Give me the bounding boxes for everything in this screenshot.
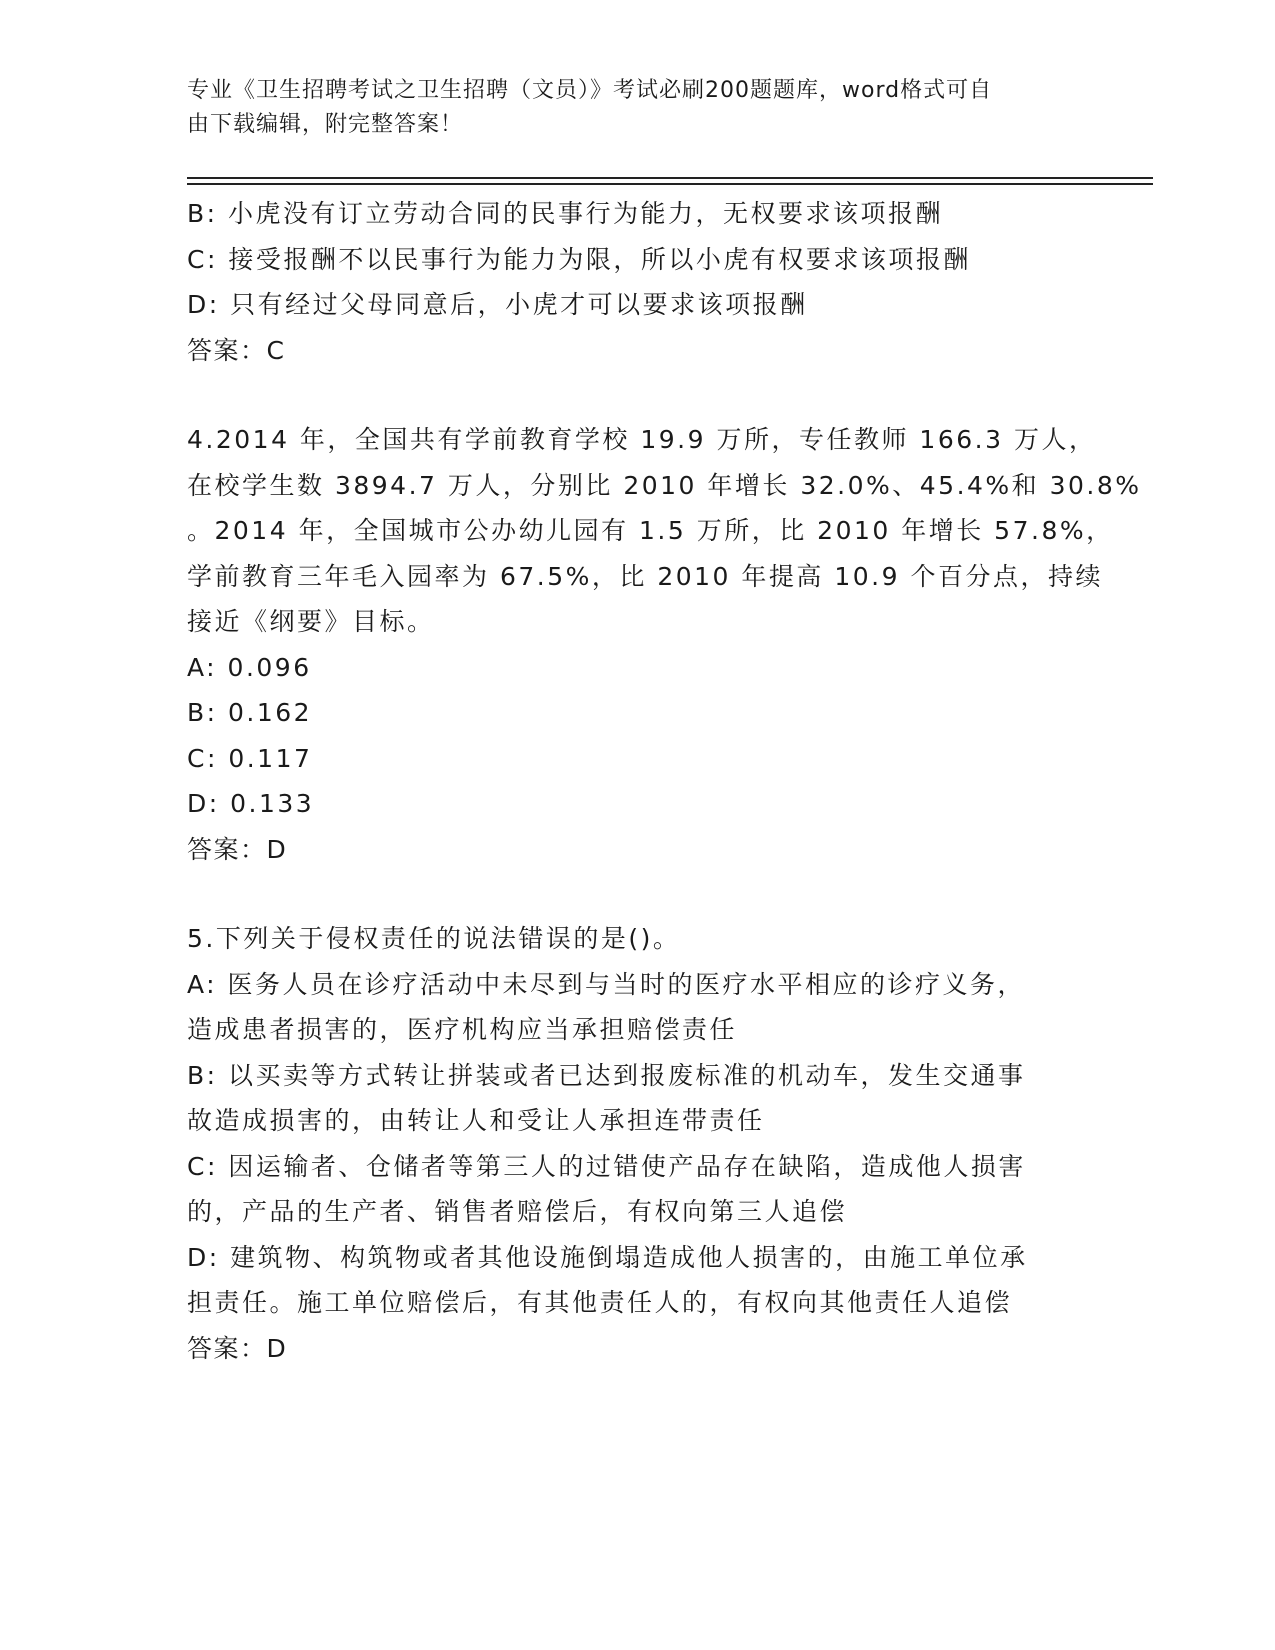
question-5	[187, 916, 1087, 1371]
q5-option-c-line: 的，产品的生产者、销售者赔偿后，有权向第三人追偿	[187, 1197, 848, 1226]
header-line-2: 由下载编辑，附完整答案！	[187, 112, 464, 137]
q3-answer: 答案：C	[187, 335, 286, 365]
q4-stem-line: 4.2014 年，全国共有学前教育学校 19.9 万所，专任教师 166.3 万人，	[187, 425, 1097, 454]
q4-option-a: A: 0.096	[187, 652, 312, 682]
q5-option-a-line: A: 医务人员在诊疗活动中未尽到与当时的医疗水平相应的诊疗义务，	[187, 969, 1026, 999]
header-divider-bottom	[187, 183, 1153, 185]
q5-option-d-line: D: 建筑物、构筑物或者其他设施倒塌造成他人损害的，由施工单位承	[187, 1242, 1028, 1272]
header-divider-top	[187, 177, 1153, 179]
q3-option-c: C: 接受报酬不以民事行为能力为限，所以小虎有权要求该项报酬	[187, 244, 971, 274]
question-3-tail	[187, 191, 1087, 373]
q5-option-b-line: B: 以买卖等方式转让拼装或者已达到报废标准的机动车，发生交通事	[187, 1060, 1026, 1090]
spacer	[187, 872, 1087, 916]
q3-option-d: D: 只有经过父母同意后，小虎才可以要求该项报酬	[187, 290, 808, 319]
q5-stem: 5.下列关于侵权责任的说法错误的是()。	[187, 924, 681, 953]
q4-stem-line: 学前教育三年毛入园率为 67.5%，比 2010 年提高 10.9 个百分点，持续	[187, 561, 1103, 591]
document-header	[187, 74, 1087, 142]
header-line-1: 专业《卫生招聘考试之卫生招聘（文员）》考试必刷200题题库，word格式可自	[187, 78, 993, 103]
question-4	[187, 417, 1142, 872]
q4-option-b: B: 0.162	[187, 698, 313, 727]
q5-option-b-line: 故造成损害的，由转让人和受让人承担连带责任	[187, 1106, 765, 1135]
q4-stem-line: 在校学生数 3894.7 万人，分别比 2010 年增长 32.0%、45.4%和 30.8%	[187, 470, 1142, 500]
q5-option-d-line: 担责任。施工单位赔偿后，有其他责任人的，有权向其他责任人追偿	[187, 1288, 1013, 1317]
question-content	[187, 191, 1142, 1371]
q5-option-c-line: C: 因运输者、仓储者等第三人的过错使产品存在缺陷，造成他人损害	[187, 1151, 1026, 1181]
q4-answer: 答案：D	[187, 834, 288, 864]
q5-answer: 答案：D	[187, 1333, 288, 1363]
q3-option-b: B: 小虎没有订立劳动合同的民事行为能力，无权要求该项报酬	[187, 199, 944, 228]
q4-stem-line: 接近《纲要》目标。	[187, 607, 435, 636]
q4-stem-line: 。2014 年，全国城市公办幼儿园有 1.5 万所，比 2010 年增长 57.8%，	[187, 516, 1114, 545]
q4-option-c: C: 0.117	[187, 743, 313, 773]
spacer	[187, 373, 1087, 417]
q5-option-a-line: 造成患者损害的，医疗机构应当承担赔偿责任	[187, 1015, 738, 1044]
q4-option-d: D: 0.133	[187, 789, 315, 818]
